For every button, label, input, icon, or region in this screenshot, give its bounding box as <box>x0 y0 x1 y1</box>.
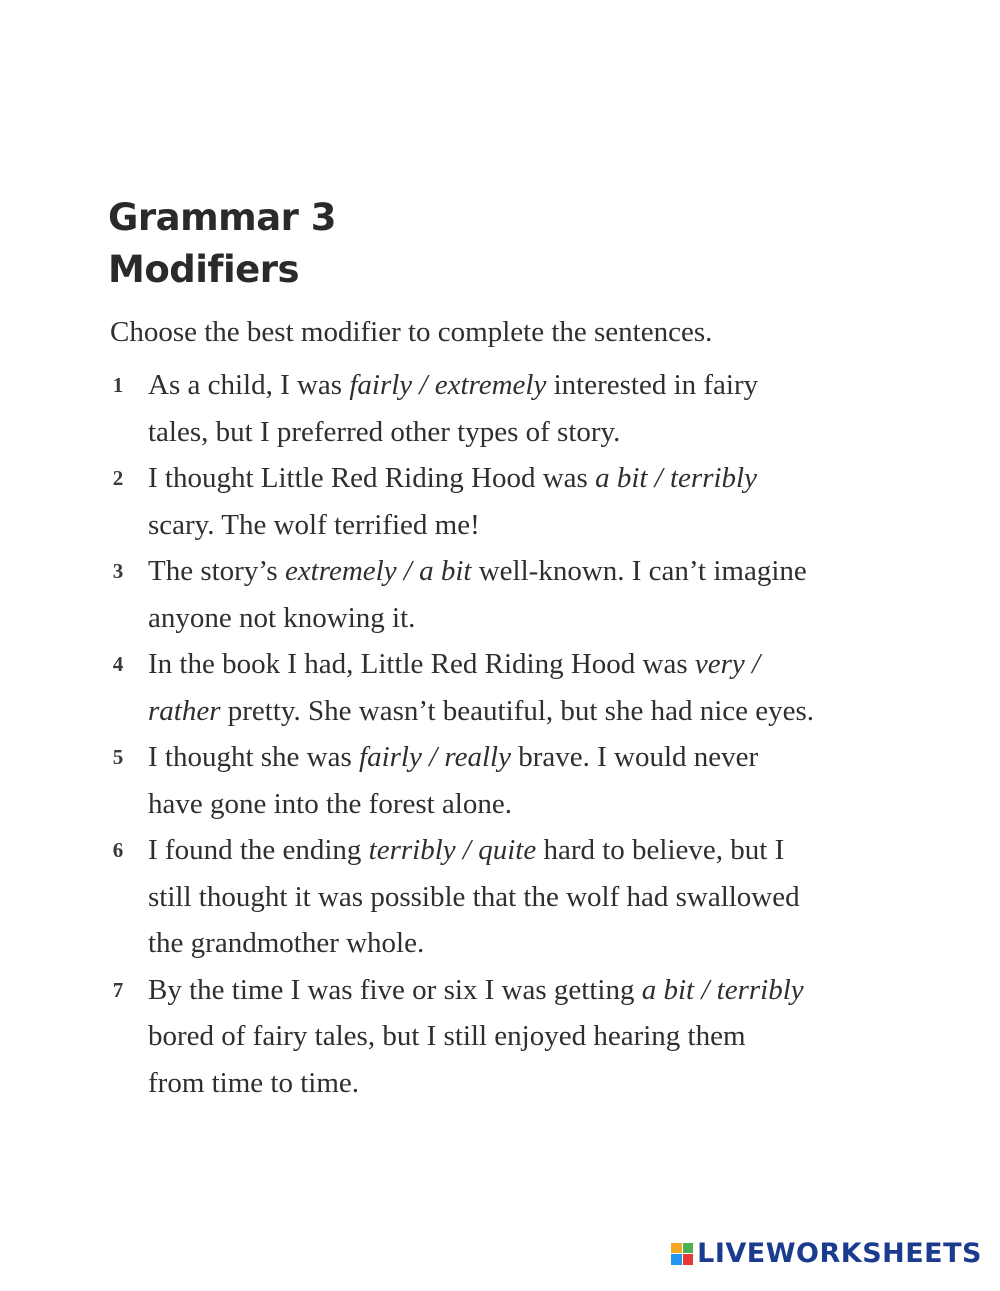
modifier-choice: very / <box>694 648 761 680</box>
instruction-text: Choose the best modifier to complete the sentences. <box>110 316 713 348</box>
sentence-text: I thought she was <box>148 741 360 773</box>
item-line <box>148 409 908 456</box>
sentence-text: have gone into the forest alone. <box>148 787 512 820</box>
modifier-choice: a bit / terribly <box>641 973 804 1006</box>
sentence-text: brave. I would never <box>510 741 759 773</box>
item-line <box>148 455 908 502</box>
sentence-text: anyone not knowing it. <box>148 601 416 634</box>
liveworksheets-logo <box>671 1238 982 1269</box>
modifier-choice: rather <box>148 694 221 727</box>
item-line <box>148 967 908 1014</box>
sentence-text: the grandmother whole. <box>148 927 425 959</box>
item-number: 7 <box>112 977 124 1002</box>
exercise-item <box>108 734 908 827</box>
logo-square <box>683 1243 694 1254</box>
heading-subtitle: Modifiers <box>108 248 300 291</box>
item-line <box>148 641 908 688</box>
sentence-text: By the time I was five or six I was getting <box>148 973 642 1006</box>
item-line <box>148 1060 908 1107</box>
logo-square <box>683 1254 694 1265</box>
sentence-text: The story’s <box>148 555 285 587</box>
item-line <box>148 781 908 828</box>
heading-title: Grammar 3 <box>108 196 337 239</box>
item-number: 2 <box>112 466 124 490</box>
exercise-item <box>108 455 908 548</box>
sentence-text: hard to believe, but I <box>536 834 785 866</box>
sentence-text: from time to time. <box>148 1066 360 1099</box>
modifier-choice: terribly / quite <box>368 834 537 866</box>
logo-square <box>671 1254 682 1265</box>
item-number: 3 <box>112 559 124 583</box>
sentence-text: In the book I had, Little Red Riding Hood was <box>148 648 695 680</box>
item-line <box>148 595 908 642</box>
exercise-item <box>108 967 908 1107</box>
sentence-text: scary. The wolf terrified me! <box>148 508 480 541</box>
item-line <box>148 1013 908 1060</box>
item-line <box>148 920 908 967</box>
sentence-text: well-known. I can’t imagine <box>471 555 807 587</box>
item-number: 1 <box>112 373 124 397</box>
item-number: 5 <box>112 745 124 769</box>
sentence-text: interested in fairy <box>546 369 759 401</box>
item-line <box>148 548 908 595</box>
modifier-choice: fairly / really <box>359 741 511 773</box>
sentence-text: I found the ending <box>148 834 369 866</box>
sentence-text: pretty. She wasn’t beautiful, but she had nice eyes. <box>220 694 815 727</box>
sentence-text: As a child, I was <box>148 369 350 401</box>
sentence-text: I thought Little Red Riding Hood was <box>148 462 596 494</box>
liveworksheets-cube-icon <box>671 1243 693 1265</box>
item-line <box>148 688 908 735</box>
modifier-choice: a bit / terribly <box>595 462 757 494</box>
modifier-choice: extremely / a bit <box>284 555 472 587</box>
worksheet-heading <box>108 192 336 296</box>
sentence-text: still thought it was possible that the wolf had swallowed <box>148 880 800 913</box>
sentence-text: tales, but I preferred other types of story. <box>148 415 621 448</box>
item-number: 4 <box>112 652 124 676</box>
logo-text: LIVEWORKSHEETS <box>697 1238 982 1269</box>
exercise-item <box>108 548 908 641</box>
item-number: 6 <box>112 838 124 862</box>
item-line <box>148 362 908 409</box>
exercise-item <box>108 641 908 734</box>
item-line <box>148 734 908 781</box>
exercise-list <box>108 362 908 1106</box>
exercise-item <box>108 362 908 455</box>
sentence-text: bored of fairy tales, but I still enjoyed hearing them <box>148 1020 746 1052</box>
modifier-choice: fairly / extremely <box>349 369 547 401</box>
exercise-item <box>108 827 908 967</box>
item-line <box>148 827 908 874</box>
item-line <box>148 874 908 921</box>
item-line <box>148 502 908 549</box>
logo-square <box>671 1243 682 1254</box>
